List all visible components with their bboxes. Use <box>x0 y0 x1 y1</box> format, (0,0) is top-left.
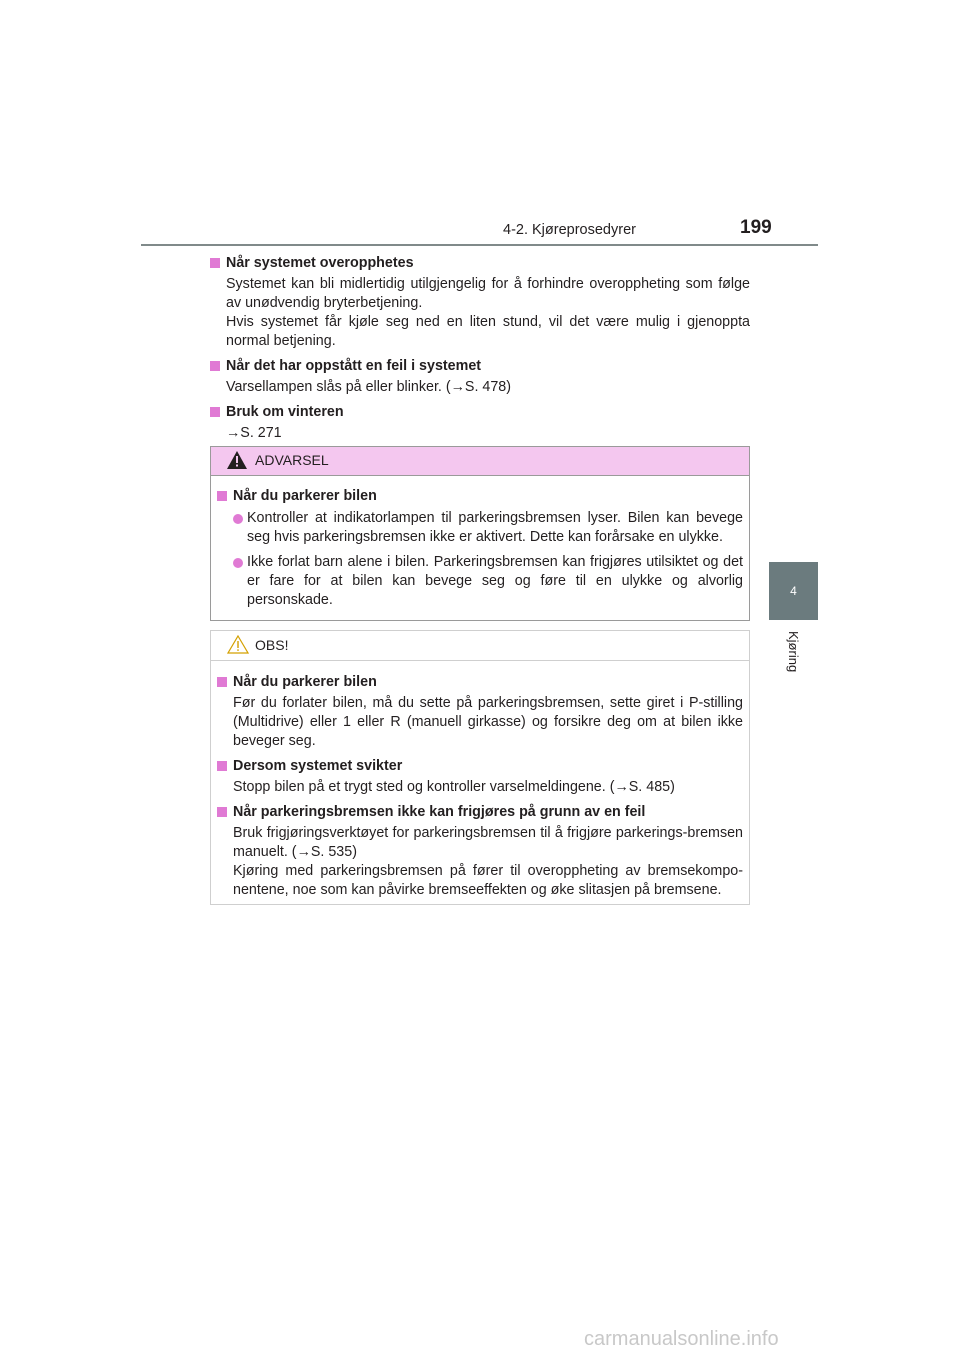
square-bullet-icon <box>210 407 220 417</box>
info-item <box>210 403 750 443</box>
square-bullet-icon <box>210 258 220 268</box>
square-bullet-icon <box>210 361 220 371</box>
square-bullet-icon <box>217 677 227 687</box>
content <box>210 254 750 449</box>
info-item-text: Varsellampen slås på eller blinker. (→S. 478) <box>226 379 512 395</box>
notice-item <box>217 757 743 797</box>
warning-bullet: Ikke forlat barn alene i bilen. Parkeringsbremsen kan frigjøres utilsiktet og det er fare for at bilen kan bevege seg og føre til en ulykke og alvorlig personskade. <box>217 553 743 610</box>
info-item-title: Når systemet overopphetes <box>210 254 750 273</box>
notice-item <box>217 673 743 751</box>
header-section-title: 4-2. Kjøreprosedyrer <box>503 222 636 238</box>
warning-triangle-icon <box>227 451 247 474</box>
notice-label: OBS! <box>255 637 289 653</box>
warning-header <box>211 447 749 476</box>
warning-body <box>211 476 749 610</box>
warning-box <box>210 446 750 621</box>
notice-item-title: Når parkeringsbremsen ikke kan frigjøres på grunn av en feil <box>217 803 743 822</box>
square-bullet-icon <box>217 761 227 771</box>
notice-box <box>210 630 750 905</box>
page-number: 199 <box>740 217 772 238</box>
square-bullet-icon <box>217 807 227 817</box>
info-item-title: Bruk om vinteren <box>210 403 750 422</box>
notice-item-text: Stopp bilen på et trygt sted og kontroller varselmeldingene. (→S. 485) <box>233 779 675 795</box>
warning-label: ADVARSEL <box>255 452 329 468</box>
round-bullet-icon <box>233 514 243 524</box>
chapter-label: Kjøring <box>786 631 801 673</box>
info-item-text: →S. 271 <box>226 425 282 441</box>
info-item-text: Systemet kan bli midlertidig utilgjengelig for å forhindre overoppheting som følge av unødvendig bryterbetjening. Hvis systemet får kjøle seg ned en liten stund, vil det være mulig i gjenoppta normal betjening. <box>226 276 750 349</box>
notice-item-title: Dersom systemet svikter <box>217 757 743 776</box>
info-item-title: Når det har oppstått en feil i systemet <box>210 357 750 376</box>
round-bullet-icon <box>233 558 243 568</box>
warning-title: Når du parkerer bilen <box>217 487 743 506</box>
notice-item-text: Før du forlater bilen, må du sette på parkeringsbremsen, sette giret i P-stilling (Multidrive) eller 1 eller R (manuell girkasse) og forsikre deg om at bilen ikke beveger seg. <box>233 695 743 749</box>
notice-item-title: Når du parkerer bilen <box>217 673 743 692</box>
notice-item-text: Bruk frigjøringsverktøyet for parkeringsbremsen til å frigjøre parkerings-bremsen manuelt. (→S. 535) Kjøring med parkeringsbremsen på fører til overoppheting av bremsekompo-nentene, noe som kan påvirke bremseeffekten og øke slitasjen på bremsene. <box>233 825 743 898</box>
header-rule <box>141 244 818 246</box>
notice-item <box>217 803 743 900</box>
info-item <box>210 254 750 351</box>
caution-triangle-icon <box>227 635 249 659</box>
chapter-tab: 4 <box>769 562 818 620</box>
square-bullet-icon <box>217 491 227 501</box>
info-item <box>210 357 750 397</box>
notice-body <box>211 661 749 900</box>
warning-bullet: Kontroller at indikatorlampen til parkeringsbremsen lyser. Bilen kan bevege seg hvis parkeringsbremsen ikke er aktivert. Dette kan forårsake en ulykke. <box>217 509 743 547</box>
watermark: carmanualsonline.info <box>584 1328 779 1350</box>
notice-header <box>211 631 749 661</box>
